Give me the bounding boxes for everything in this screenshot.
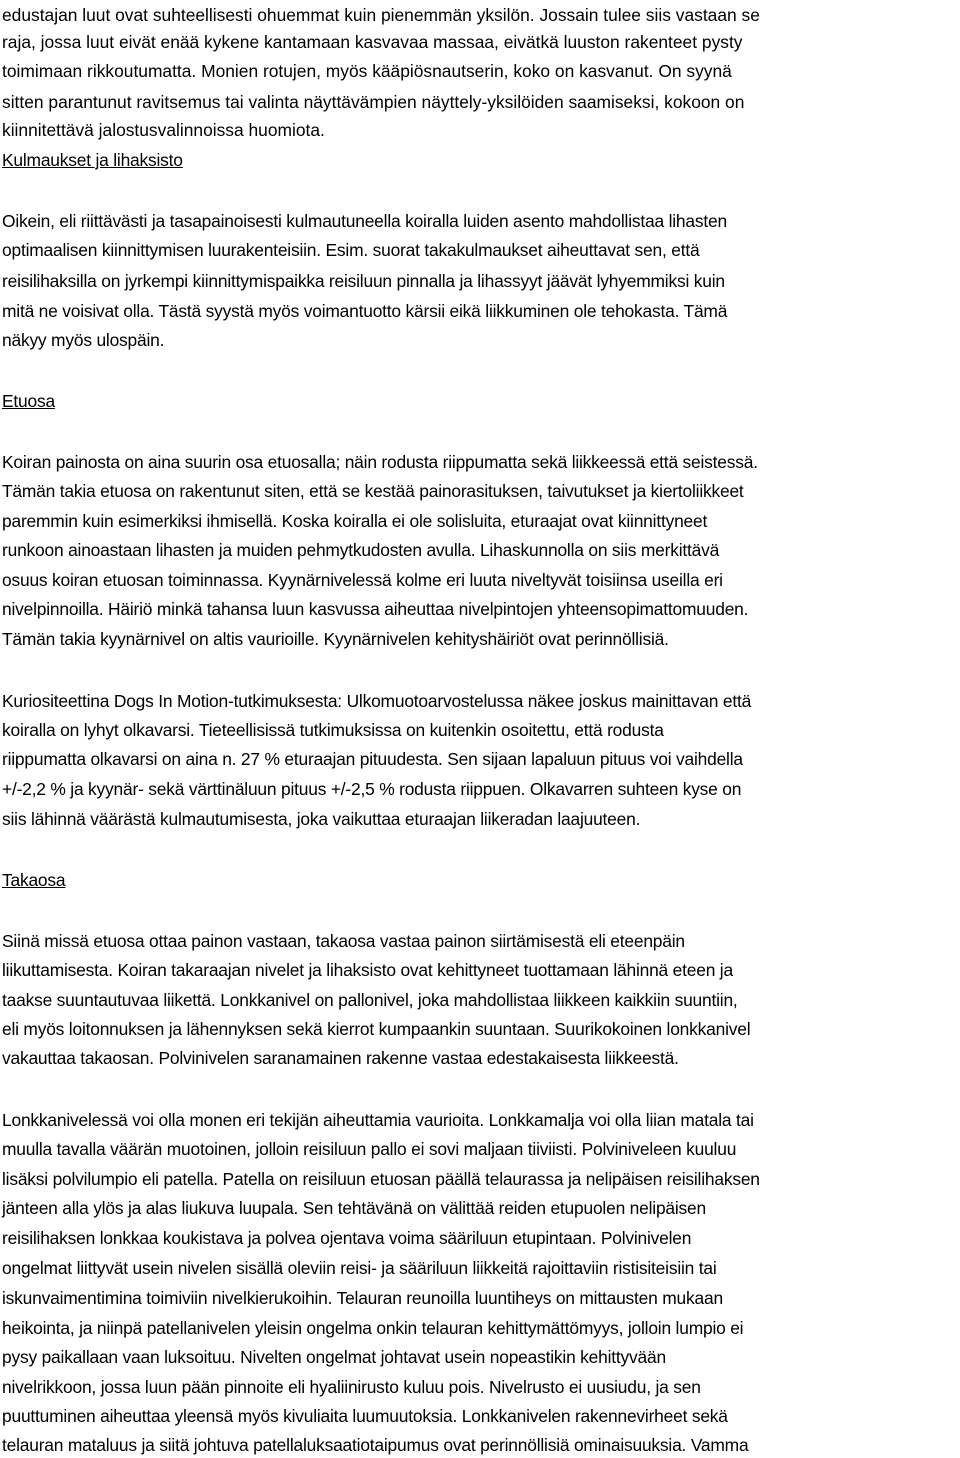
paragraph-line: nivelpinnoilla. Häiriö minkä tahansa luun kasvussa aiheuttaa nivelpintojen yhteensopimattomuuden. xyxy=(2,599,749,619)
paragraph-line: optimaalisen kiinnittymisen luurakenteisiin. Esim. suorat takakulmaukset aiheuttavat sen, että xyxy=(2,240,700,260)
section-heading-takaosa: Takaosa xyxy=(2,870,66,890)
paragraph-line: lisäksi polvilumpio eli patella. Patella on reisiluun etuosan päällä telaurassa ja nelipäisen reisilihaksen xyxy=(2,1169,760,1189)
intro-line: kiinnitettävä jalostusvalinnoissa huomiota. xyxy=(2,120,325,140)
paragraph-line: iskunvaimentimina toimiviin nivelkierukoihin. Telauran reunoilla luuntiheys on mittausten mukaan xyxy=(2,1288,723,1308)
paragraph-line: Koiran painosta on aina suurin osa etuosalla; näin rodusta riippumatta sekä liikkeessä että seistessä. xyxy=(2,452,758,472)
paragraph-line: reisilihaksilla on jyrkempi kiinnittymispaikka reisiluun pinnalla ja lihassyyt jäävät lyhyemmiksi kuin xyxy=(2,271,725,291)
paragraph-line: runkoon ainoastaan lihasten ja muiden pehmytkudosten avulla. Lihaskunnolla on siis merkittävä xyxy=(2,540,720,560)
paragraph-line: telauran mataluus ja siitä johtuva patellaluksaatiotaipumus ovat perinnöllisiä ominaisuuksia. Vamma xyxy=(2,1435,749,1455)
paragraph-line: vakauttaa takaosan. Polvinivelen saranamainen rakenne vastaa edestakaisesta liikkeestä. xyxy=(2,1048,679,1068)
intro-line: sitten parantunut ravitsemus tai valinta näyttävämpien näyttely-yksilöiden saamiseksi, kokoon on xyxy=(2,92,745,112)
paragraph-line: Lonkkanivelessä voi olla monen eri tekijän aiheuttamia vaurioita. Lonkkamalja voi olla liian matala tai xyxy=(2,1110,754,1130)
paragraph-line: reisilihaksen lonkkaa koukistava ja polvea ojentava voima sääriluun etupintaan. Polvinivelen xyxy=(2,1228,692,1248)
paragraph-line: puuttuminen aiheuttaa yleensä myös kivuliaita luumuutoksia. Lonkkanivelen rakennevirheet sekä xyxy=(2,1406,728,1426)
intro-line: edustajan luut ovat suhteellisesti ohuemmat kuin pienemmän yksilön. Jossain tulee siis vastaan se xyxy=(2,5,760,25)
paragraph-line: pysy paikallaan vaan luksoituu. Nivelten ongelmat johtavat usein nopeastikin kehittyvään xyxy=(2,1347,666,1367)
paragraph-line: paremmin kuin esimerkiksi ihmisellä. Koska koiralla ei ole solisluita, eturaajat ovat kiinnittyneet xyxy=(2,511,708,531)
paragraph-line: jänteen alla ylös ja alas liukuva luupala. Sen tehtävänä on välittää reiden etupuolen nelipäisen xyxy=(2,1198,706,1218)
intro-line: toimimaan rikkoutumatta. Monien rotujen, myös kääpiösnautserin, koko on kasvanut. On syynä xyxy=(2,61,732,81)
paragraph-line: mitä ne voisivat olla. Tästä syystä myös voimantuotto kärsii eikä liikkuminen ole tehokasta. Tämä xyxy=(2,301,728,321)
paragraph-line: Tämän takia kyynärnivel on altis vaurioille. Kyynärnivelen kehityshäiriöt ovat perinnöllisiä. xyxy=(2,629,669,649)
paragraph-line: +/-2,2 % ja kyynär- sekä värttinäluun pituus +/-2,5 % rodusta riippuen. Olkavarren suhteen kyse on xyxy=(2,779,742,799)
paragraph-line: Kuriositeettina Dogs In Motion-tutkimuksesta: Ulkomuotoarvostelussa näkee joskus mainittavan että xyxy=(2,691,752,711)
paragraph-line: nivelrikkoon, jossa luun pään pinnoite eli hyaliinirusto kuluu pois. Nivelrusto ei uusiudu, ja sen xyxy=(2,1377,701,1397)
paragraph-line: eli myös loitonnuksen ja lähennyksen sekä kierrot kumpaankin suuntaan. Suurikokoinen lonkkanivel xyxy=(2,1019,751,1039)
paragraph-line: Tämän takia etuosa on rakentunut siten, että se kestää painorasituksen, taivutukset ja kiertoliikkeet xyxy=(2,481,744,501)
section-heading-kulmaukset: Kulmaukset ja lihaksisto xyxy=(2,150,183,170)
paragraph-line: liikuttamisesta. Koiran takaraajan nivelet ja lihaksisto ovat kehittyneet tuottamaan lähinnä eteen ja xyxy=(2,960,733,980)
paragraph-line: taakse suuntautuvaa liikettä. Lonkkanivel on pallonivel, joka mahdollistaa liikkeen kaikkiin suuntiin, xyxy=(2,990,738,1010)
intro-line: raja, jossa luut eivät enää kykene kantamaan kasvavaa massaa, eivätkä luuston rakenteet pysty xyxy=(2,32,743,52)
paragraph-line: osuus koiran etuosan toiminnassa. Kyynärnivelessä kolme eri luuta niveltyvät toisiinsa useilla eri xyxy=(2,570,723,590)
paragraph-line: heikointa, ja niinpä patellanivelen yleisin ongelma onkin telauran kehittymättömyys, jolloin lumpio ei xyxy=(2,1318,744,1338)
paragraph-line: Siinä missä etuosa ottaa painon vastaan, takaosa vastaa painon siirtämisestä eli eteenpäin xyxy=(2,931,685,951)
paragraph-line: koiralla on lyhyt olkavarsi. Tieteellisissä tutkimuksissa on kuitenkin osoitettu, että rodusta xyxy=(2,720,664,740)
paragraph-line: siis lähinnä väärästä kulmautumisesta, joka vaikuttaa eturaajan liikeradan laajuuteen. xyxy=(2,809,641,829)
paragraph-line: näkyy myös ulospäin. xyxy=(2,330,165,350)
paragraph-line: riippumatta olkavarsi on aina n. 27 % eturaajan pituudesta. Sen sijaan lapaluun pituus voi vaihdella xyxy=(2,749,743,769)
paragraph-line: muulla tavalla väärän muotoinen, jolloin reisiluun pallo ei sovi maljaan tiiviisti. Polviniveleen kuuluu xyxy=(2,1139,737,1159)
section-heading-etuosa: Etuosa xyxy=(2,391,55,411)
paragraph-line: Oikein, eli riittävästi ja tasapainoisesti kulmautuneella koiralla luiden asento mahdollistaa lihasten xyxy=(2,211,727,231)
paragraph-line: ongelmat liittyvät usein nivelen sisällä oleviin reisi- ja sääriluun liikkeitä rajoittaviin ristisiteisiin tai xyxy=(2,1258,717,1278)
